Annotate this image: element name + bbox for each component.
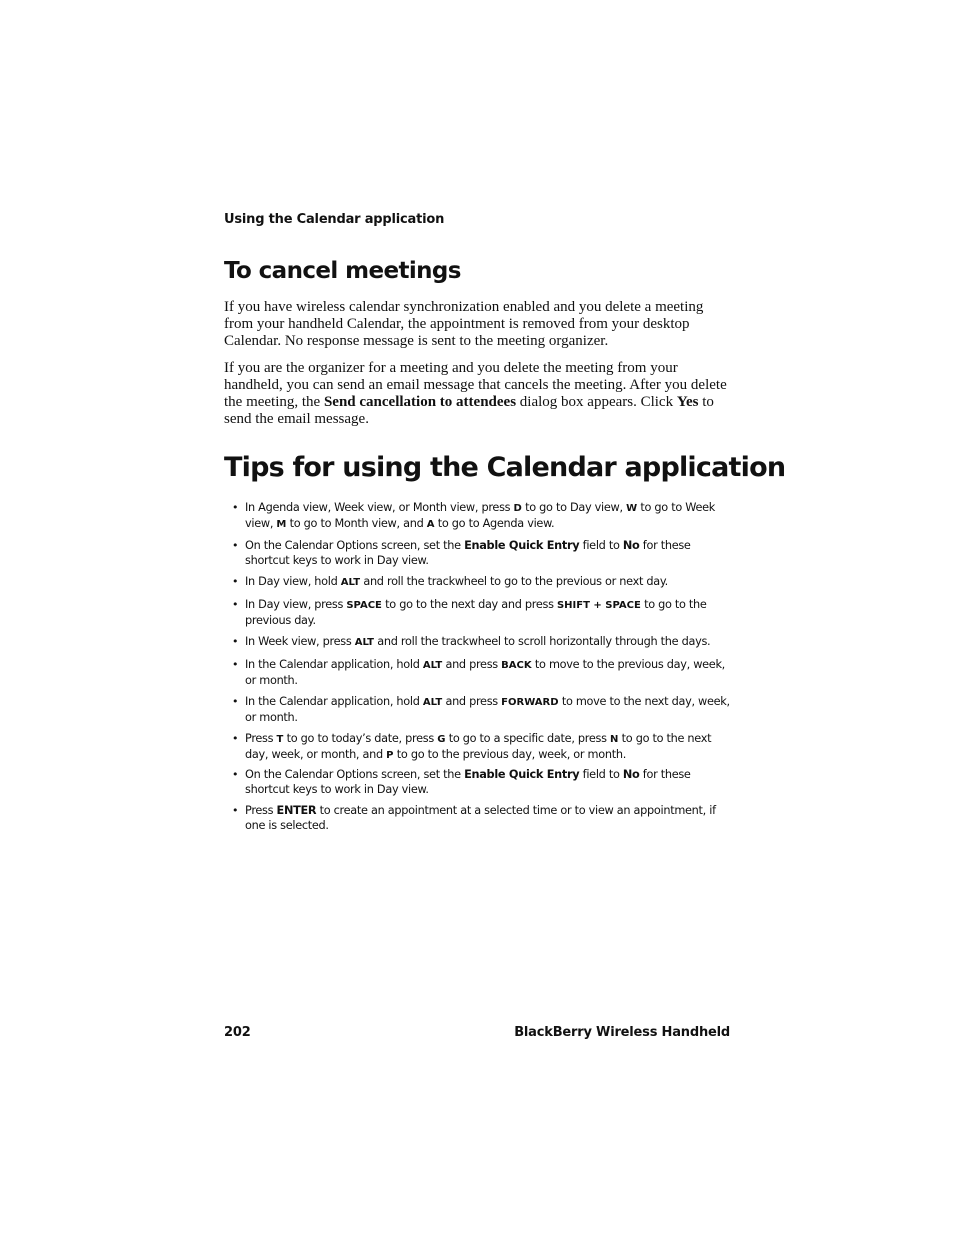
bullet-icon: •: [232, 695, 239, 708]
tips-list: [232, 500, 732, 833]
tip-text: to go to the previous day.: [245, 598, 707, 627]
key-label: ENTER: [276, 804, 317, 817]
tip-text: to go to Month view, and: [286, 517, 427, 530]
bullet-icon: •: [232, 732, 239, 745]
running-head: Using the Calendar application: [224, 212, 445, 227]
yes-label: Yes: [676, 394, 699, 410]
bullet-icon: •: [232, 804, 239, 817]
tip-item: [232, 500, 732, 532]
text-run: If you are the organizer for a meeting and you delete the meeting from your handheld, you can send an email message that cancels the meeting. After you delete the meeting, the: [224, 360, 727, 410]
tip-text: to move to the next day, week, or month.: [245, 695, 730, 724]
field-name: Enable Quick Entry: [464, 539, 580, 552]
tip-item: [232, 634, 732, 650]
tip-text: In Agenda view, Week view, or Month view, press: [245, 501, 514, 514]
tip-text: and roll the trackwheel to scroll horizontally through the days.: [373, 635, 711, 648]
key-label: SPACE: [346, 600, 382, 611]
section-title-cancel-meetings: To cancel meetings: [224, 258, 461, 284]
tip-item: [232, 803, 732, 833]
tip-item: [232, 574, 732, 590]
tip-text: field to: [579, 539, 623, 552]
key-label: ALT: [422, 660, 443, 671]
tip-text: to go to the next day, week, or month, and: [245, 732, 712, 761]
bullet-icon: •: [232, 768, 239, 781]
key-label: FORWARD: [501, 697, 559, 708]
tip-text: In the Calendar application, hold: [245, 658, 423, 671]
tip-item: [232, 694, 732, 725]
tip-text: In Day view, hold: [245, 575, 341, 588]
key-label: T: [276, 734, 284, 745]
field-name: Enable Quick Entry: [464, 768, 580, 781]
tip-text: to go to today’s date, press: [283, 732, 438, 745]
tip-text: to go to the previous day, week, or month.: [393, 748, 626, 761]
bullet-icon: •: [232, 575, 239, 588]
paragraph-organizer: [224, 360, 730, 428]
key-label: P: [386, 750, 394, 761]
tip-text: to go to Agenda view.: [434, 517, 555, 530]
key-label: SHIFT + SPACE: [556, 600, 641, 611]
bullet-icon: •: [232, 501, 239, 514]
section-title-tips: Tips for using the Calendar application: [224, 452, 786, 483]
book-title: BlackBerry Wireless Handheld: [514, 1025, 730, 1040]
tip-text: for these shortcut keys to work in Day view.: [245, 539, 691, 567]
dialog-name: Send cancellation to attendees: [323, 394, 517, 410]
paragraph-sync: If you have wireless calendar synchronization enabled and you delete a meeting from your handheld Calendar, the appointment is removed from your desktop Calendar. No response message is sent to the meeting organizer.: [224, 299, 704, 349]
tip-text: On the Calendar Options screen, set the: [245, 539, 465, 552]
tip-text: and roll the trackwheel to go to the previous or next day.: [360, 575, 668, 588]
value-label: No: [622, 768, 640, 781]
key-label: A: [426, 519, 435, 530]
tip-text: Press: [245, 732, 277, 745]
key-label: ALT: [354, 637, 374, 648]
tip-item: [232, 767, 732, 797]
tip-text: to move to the previous day, week, or month.: [245, 658, 725, 687]
tip-text: In the Calendar application, hold: [245, 695, 423, 708]
tip-text: and press: [442, 695, 502, 708]
tip-text: to go to a specific date, press: [445, 732, 610, 745]
bullet-icon: •: [232, 658, 239, 671]
tip-text: In Day view, press: [245, 598, 347, 611]
tip-text: for these shortcut keys to work in Day view.: [245, 768, 691, 796]
tip-text: field to: [579, 768, 623, 781]
key-label: BACK: [501, 660, 532, 671]
key-label: ALT: [340, 577, 361, 588]
tip-item: [232, 597, 732, 628]
tip-item: [232, 731, 732, 763]
text-run: dialog box appears. Click: [516, 394, 677, 410]
page-number: 202: [224, 1025, 251, 1040]
key-label: W: [626, 503, 638, 514]
tip-text: to go to the next day and press: [381, 598, 557, 611]
value-label: No: [622, 539, 640, 552]
tip-text: to create an appointment at a selected time or to view an appointment, if one is selected.: [245, 804, 716, 832]
tip-text: to go to Day view,: [521, 501, 627, 514]
tip-text: Press: [245, 804, 277, 817]
key-label: N: [610, 734, 619, 745]
key-label: ALT: [422, 697, 443, 708]
bullet-icon: •: [232, 598, 239, 611]
tip-item: [232, 657, 732, 688]
key-label: M: [276, 519, 287, 530]
tip-text: to go to Week view,: [245, 501, 715, 530]
tip-text: and press: [442, 658, 502, 671]
text-run: to send the email message.: [224, 394, 714, 427]
tip-item: [232, 538, 732, 568]
key-label: G: [437, 734, 446, 745]
bullet-icon: •: [232, 539, 239, 552]
tip-text: In Week view, press: [245, 635, 355, 648]
tip-text: On the Calendar Options screen, set the: [245, 768, 465, 781]
key-label: D: [513, 503, 522, 514]
bullet-icon: •: [232, 635, 239, 648]
